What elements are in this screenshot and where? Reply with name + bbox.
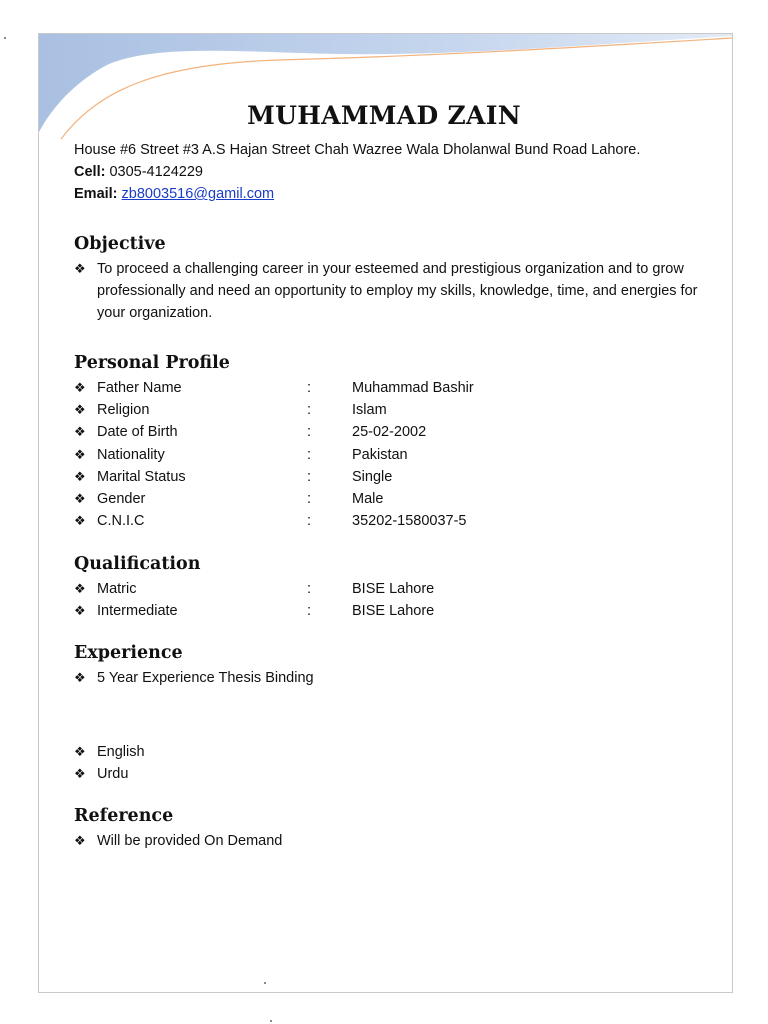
scan-speck: [264, 982, 266, 984]
row-label: Matric: [97, 581, 137, 597]
objective-heading: Objective: [74, 234, 166, 254]
row-separator: :: [307, 402, 312, 419]
row-separator: :: [307, 603, 312, 619]
scan-speck: [4, 37, 6, 39]
email-link[interactable]: zb8003516@gamil.com: [121, 186, 275, 202]
row-value: BISE Lahore: [352, 581, 435, 597]
bullet-diamond-icon: ❖: [74, 261, 86, 276]
row-separator: :: [307, 581, 312, 597]
row-separator: :: [307, 491, 312, 507]
row-value: Muhammad Bashir: [352, 380, 474, 396]
row-label: C.N.I.C: [97, 513, 145, 530]
bullet-diamond-icon: ❖: [74, 491, 86, 506]
personal-profile-heading: Personal Profile: [74, 353, 230, 373]
header-swoosh-graphic: [39, 34, 732, 154]
bullet-diamond-icon: ❖: [74, 670, 86, 685]
row-value: Pakistan: [352, 446, 408, 463]
bullet-diamond-icon: ❖: [74, 766, 86, 781]
profile-row: [74, 380, 674, 400]
qualification-heading: Qualification: [74, 554, 201, 574]
bullet-diamond-icon: ❖: [74, 446, 86, 462]
experience-heading: Experience: [74, 643, 183, 663]
row-value: 25-02-2002: [352, 424, 427, 441]
email-label: Email:: [74, 186, 118, 202]
row-value: 35202-1580037-5: [352, 513, 467, 530]
row-label: Father Name: [97, 380, 182, 396]
row-value: Single: [352, 468, 393, 485]
bullet-diamond-icon: ❖: [74, 468, 86, 484]
row-label: Date of Birth: [97, 424, 178, 441]
row-separator: :: [307, 513, 312, 530]
objective-text: To proceed a challenging career in your esteemed and prestigious organization and to grow professionally and need an opportunity to employ my skills, knowledge, time, and energies for your organization.: [97, 261, 698, 321]
profile-row: [74, 603, 674, 623]
scan-speck: [270, 1020, 272, 1022]
profile-row: [74, 402, 674, 422]
bullet-diamond-icon: ❖: [74, 424, 86, 440]
bullet-diamond-icon: ❖: [74, 402, 86, 418]
list-item-text: 5 Year Experience Thesis Binding: [97, 670, 314, 686]
reference-heading: Reference: [74, 806, 174, 826]
row-label: Intermediate: [97, 603, 178, 619]
bullet-diamond-icon: ❖: [74, 513, 86, 529]
row-label: Religion: [97, 402, 150, 419]
cell-label: Cell:: [74, 164, 106, 180]
bullet-diamond-icon: ❖: [74, 833, 86, 848]
profile-row: [74, 581, 674, 601]
row-value: Islam: [352, 402, 387, 419]
row-label: Gender: [97, 491, 146, 507]
cell-value: 0305-4124229: [109, 164, 203, 180]
list-item-text: English: [97, 744, 145, 760]
row-value: Male: [352, 491, 384, 507]
row-label: Marital Status: [97, 468, 186, 485]
profile-row: [74, 491, 674, 511]
bullet-diamond-icon: ❖: [74, 744, 86, 759]
email-line: [74, 186, 274, 202]
profile-row: [74, 447, 674, 467]
profile-row: [74, 424, 674, 444]
row-separator: :: [307, 446, 312, 463]
list-item-text: Urdu: [97, 766, 129, 782]
row-separator: :: [307, 468, 312, 485]
bullet-diamond-icon: ❖: [74, 603, 86, 618]
row-separator: :: [307, 424, 312, 441]
profile-row: [74, 469, 674, 489]
row-value: BISE Lahore: [352, 603, 435, 619]
cell-line: [74, 164, 203, 180]
address-line: [74, 142, 640, 158]
bullet-diamond-icon: ❖: [74, 380, 86, 395]
bullet-diamond-icon: ❖: [74, 581, 86, 596]
row-label: Nationality: [97, 446, 165, 463]
applicant-name: MUHAMMAD ZAIN: [247, 101, 521, 130]
list-item-text: Will be provided On Demand: [97, 833, 283, 849]
profile-row: [74, 513, 674, 533]
address-text: House #6 Street #3 A.S Hajan Street Chah Wazree Wala Dholanwal Bund Road Lahore.: [74, 142, 641, 158]
row-separator: :: [307, 380, 312, 396]
